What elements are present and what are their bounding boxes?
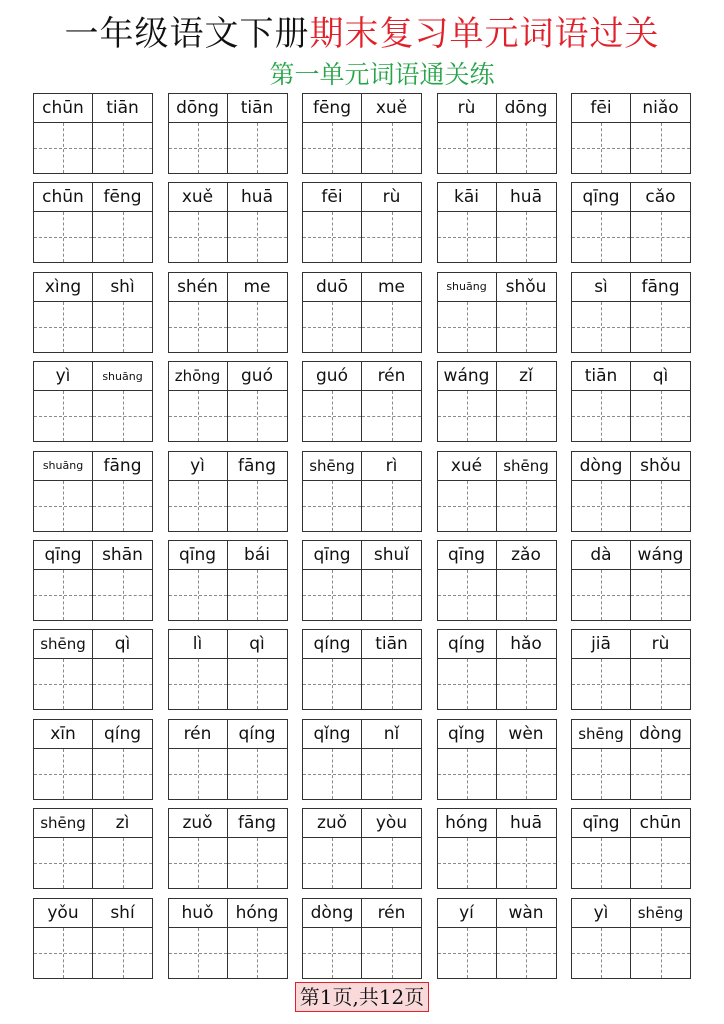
character-writing-box[interactable] — [169, 481, 228, 531]
pinyin-label: hóng — [438, 809, 497, 838]
pinyin-label: dòng — [631, 720, 690, 749]
pinyin-label: fāng — [228, 809, 287, 838]
character-writing-box[interactable] — [362, 212, 421, 262]
character-writing-box[interactable] — [362, 749, 421, 799]
character-writing-box[interactable] — [362, 838, 421, 888]
word-cell — [437, 629, 557, 710]
character-writing-box[interactable] — [631, 838, 690, 888]
word-cell — [571, 361, 691, 442]
character-writing-box[interactable] — [93, 391, 152, 441]
pinyin-label: dòng — [572, 452, 631, 481]
character-writing-box[interactable] — [631, 212, 690, 262]
pinyin-label: zuǒ — [169, 809, 228, 838]
word-cell — [302, 719, 422, 800]
pinyin-label: fāng — [93, 452, 152, 481]
character-writing-box[interactable] — [34, 391, 93, 441]
page-number-label: 第1页,共12页 — [295, 982, 430, 1012]
character-writing-box[interactable] — [34, 749, 93, 799]
pinyin-label: zǎo — [497, 541, 556, 570]
character-writing-box[interactable] — [34, 928, 93, 978]
word-cell — [437, 719, 557, 800]
pinyin-label: xīn — [34, 720, 93, 749]
character-writing-box[interactable] — [228, 749, 287, 799]
word-grid — [33, 93, 691, 979]
character-writing-box[interactable] — [362, 481, 421, 531]
character-writing-box[interactable] — [34, 838, 93, 888]
pinyin-label: huā — [497, 183, 556, 212]
character-writing-box[interactable] — [228, 302, 287, 352]
word-cell — [33, 361, 153, 442]
word-cell — [302, 93, 422, 174]
pinyin-label: me — [228, 273, 287, 302]
character-writing-box[interactable] — [169, 838, 228, 888]
character-writing-box[interactable] — [438, 749, 497, 799]
pinyin-label: tiān — [93, 94, 152, 123]
pinyin-label: rù — [438, 94, 497, 123]
pinyin-label: qīng — [438, 541, 497, 570]
word-cell — [571, 629, 691, 710]
character-writing-box[interactable] — [497, 302, 556, 352]
word-cell — [168, 540, 288, 621]
pinyin-label: huǒ — [169, 899, 228, 928]
pinyin-label: me — [362, 273, 421, 302]
pinyin-label: qíng — [303, 630, 362, 659]
character-writing-box[interactable] — [438, 302, 497, 352]
character-writing-box[interactable] — [34, 481, 93, 531]
pinyin-label: shǒu — [631, 452, 690, 481]
character-writing-box[interactable] — [303, 391, 362, 441]
pinyin-label: kāi — [438, 183, 497, 212]
character-writing-box[interactable] — [497, 570, 556, 620]
pinyin-label: yì — [169, 452, 228, 481]
pinyin-label: qīng — [572, 809, 631, 838]
word-cell — [33, 808, 153, 889]
footer — [0, 982, 724, 1012]
word-cell — [437, 898, 557, 979]
pinyin-label: shēng — [303, 452, 362, 481]
pinyin-label: duō — [303, 273, 362, 302]
pinyin-label: tiān — [572, 362, 631, 391]
word-cell — [302, 272, 422, 353]
word-cell — [302, 629, 422, 710]
word-cell — [33, 898, 153, 979]
character-writing-box[interactable] — [93, 212, 152, 262]
word-cell — [571, 898, 691, 979]
pinyin-label: xuě — [169, 183, 228, 212]
pinyin-label: zuǒ — [303, 809, 362, 838]
character-writing-box[interactable] — [572, 838, 631, 888]
word-cell — [33, 272, 153, 353]
character-writing-box[interactable] — [228, 481, 287, 531]
word-cell — [437, 361, 557, 442]
character-writing-box[interactable] — [572, 302, 631, 352]
word-cell — [33, 182, 153, 263]
character-writing-box[interactable] — [497, 123, 556, 173]
title-black-part: 一年级语文下册 — [64, 14, 310, 54]
character-writing-box[interactable] — [228, 659, 287, 709]
character-writing-box[interactable] — [497, 391, 556, 441]
pinyin-label: huā — [497, 809, 556, 838]
character-writing-box[interactable] — [169, 391, 228, 441]
pinyin-label: zì — [93, 809, 152, 838]
pinyin-label: rén — [362, 362, 421, 391]
word-cell — [302, 451, 422, 532]
word-cell — [33, 719, 153, 800]
pinyin-label: niǎo — [631, 94, 690, 123]
word-cell — [571, 451, 691, 532]
word-cell — [33, 629, 153, 710]
pinyin-label: yòu — [362, 809, 421, 838]
word-cell — [168, 182, 288, 263]
character-writing-box[interactable] — [228, 391, 287, 441]
character-writing-box[interactable] — [169, 749, 228, 799]
pinyin-label: qīng — [572, 183, 631, 212]
pinyin-label: rì — [362, 452, 421, 481]
pinyin-label: shuāng — [34, 452, 93, 481]
character-writing-box[interactable] — [572, 928, 631, 978]
pinyin-label: tiān — [362, 630, 421, 659]
pinyin-label: qì — [93, 630, 152, 659]
word-cell — [168, 808, 288, 889]
character-writing-box[interactable] — [169, 212, 228, 262]
pinyin-label: yì — [34, 362, 93, 391]
character-writing-box[interactable] — [438, 391, 497, 441]
character-writing-box[interactable] — [169, 570, 228, 620]
character-writing-box[interactable] — [631, 481, 690, 531]
word-cell — [168, 451, 288, 532]
word-cell — [571, 719, 691, 800]
character-writing-box[interactable] — [34, 212, 93, 262]
word-cell — [302, 898, 422, 979]
character-writing-box[interactable] — [303, 302, 362, 352]
character-writing-box[interactable] — [497, 481, 556, 531]
pinyin-label: hǎo — [497, 630, 556, 659]
pinyin-label: shuǐ — [362, 541, 421, 570]
word-cell — [437, 540, 557, 621]
character-writing-box[interactable] — [572, 391, 631, 441]
pinyin-label: xué — [438, 452, 497, 481]
pinyin-label: shǒu — [497, 273, 556, 302]
pinyin-label: yì — [572, 899, 631, 928]
pinyin-label: rén — [362, 899, 421, 928]
word-cell — [571, 808, 691, 889]
character-writing-box[interactable] — [631, 391, 690, 441]
word-cell — [302, 540, 422, 621]
character-writing-box[interactable] — [169, 123, 228, 173]
word-cell — [437, 272, 557, 353]
pinyin-label: rù — [631, 630, 690, 659]
character-writing-box[interactable] — [93, 928, 152, 978]
character-writing-box[interactable] — [169, 659, 228, 709]
pinyin-label: qīng — [169, 541, 228, 570]
pinyin-label: dōng — [497, 94, 556, 123]
pinyin-label: wèn — [497, 720, 556, 749]
pinyin-label: rù — [362, 183, 421, 212]
character-writing-box[interactable] — [93, 481, 152, 531]
character-writing-box[interactable] — [438, 838, 497, 888]
character-writing-box[interactable] — [303, 123, 362, 173]
character-writing-box[interactable] — [497, 212, 556, 262]
character-writing-box[interactable] — [34, 123, 93, 173]
character-writing-box[interactable] — [362, 302, 421, 352]
character-writing-box[interactable] — [34, 570, 93, 620]
character-writing-box[interactable] — [572, 481, 631, 531]
pinyin-label: fēng — [93, 183, 152, 212]
character-writing-box[interactable] — [362, 123, 421, 173]
pinyin-label: qì — [631, 362, 690, 391]
character-writing-box[interactable] — [631, 123, 690, 173]
character-writing-box[interactable] — [303, 212, 362, 262]
pinyin-label: fāng — [631, 273, 690, 302]
word-cell — [571, 272, 691, 353]
pinyin-label: yǒu — [34, 899, 93, 928]
pinyin-label: sì — [572, 273, 631, 302]
character-writing-box[interactable] — [631, 570, 690, 620]
word-cell — [168, 898, 288, 979]
word-cell — [571, 93, 691, 174]
character-writing-box[interactable] — [169, 302, 228, 352]
word-cell — [571, 540, 691, 621]
pinyin-label: nǐ — [362, 720, 421, 749]
pinyin-label: shén — [169, 273, 228, 302]
character-writing-box[interactable] — [93, 570, 152, 620]
pinyin-label: zhōng — [169, 362, 228, 391]
pinyin-label: wáng — [438, 362, 497, 391]
character-writing-box[interactable] — [93, 749, 152, 799]
character-writing-box[interactable] — [438, 570, 497, 620]
character-writing-box[interactable] — [169, 928, 228, 978]
pinyin-label: tiān — [228, 94, 287, 123]
character-writing-box[interactable] — [228, 212, 287, 262]
pinyin-label: qì — [228, 630, 287, 659]
pinyin-label: zǐ — [497, 362, 556, 391]
character-writing-box[interactable] — [303, 570, 362, 620]
character-writing-box[interactable] — [362, 570, 421, 620]
character-writing-box[interactable] — [438, 212, 497, 262]
word-cell — [33, 451, 153, 532]
pinyin-label: cǎo — [631, 183, 690, 212]
pinyin-label: fēng — [303, 94, 362, 123]
word-cell — [437, 808, 557, 889]
character-writing-box[interactable] — [303, 838, 362, 888]
pinyin-label: shēng — [34, 809, 93, 838]
word-cell — [437, 451, 557, 532]
word-cell — [168, 629, 288, 710]
pinyin-label: yí — [438, 899, 497, 928]
character-writing-box[interactable] — [438, 659, 497, 709]
pinyin-label: jiā — [572, 630, 631, 659]
pinyin-label: wàn — [497, 899, 556, 928]
page-title — [0, 12, 724, 56]
pinyin-label: guó — [228, 362, 287, 391]
title-red-part: 期末复习单元词语过关 — [309, 14, 660, 54]
word-cell — [168, 361, 288, 442]
character-writing-box[interactable] — [572, 749, 631, 799]
pinyin-label: lì — [169, 630, 228, 659]
character-writing-box[interactable] — [572, 212, 631, 262]
character-writing-box[interactable] — [631, 928, 690, 978]
word-cell — [33, 93, 153, 174]
pinyin-label: qǐng — [438, 720, 497, 749]
pinyin-label: rén — [169, 720, 228, 749]
character-writing-box[interactable] — [228, 570, 287, 620]
character-writing-box[interactable] — [497, 749, 556, 799]
word-cell — [302, 361, 422, 442]
pinyin-label: dà — [572, 541, 631, 570]
character-writing-box[interactable] — [228, 838, 287, 888]
pinyin-label: dōng — [169, 94, 228, 123]
word-cell — [168, 719, 288, 800]
pinyin-label: guó — [303, 362, 362, 391]
pinyin-label: wáng — [631, 541, 690, 570]
character-writing-box[interactable] — [93, 302, 152, 352]
pinyin-label: xuě — [362, 94, 421, 123]
character-writing-box[interactable] — [631, 302, 690, 352]
character-writing-box[interactable] — [93, 123, 152, 173]
page-subtitle: 第一单元词语通关练 — [269, 60, 495, 89]
character-writing-box[interactable] — [303, 928, 362, 978]
word-cell — [571, 182, 691, 263]
word-cell — [168, 93, 288, 174]
character-writing-box[interactable] — [497, 838, 556, 888]
pinyin-label: xìng — [34, 273, 93, 302]
character-writing-box[interactable] — [228, 928, 287, 978]
pinyin-label: chūn — [631, 809, 690, 838]
character-writing-box[interactable] — [228, 123, 287, 173]
pinyin-label: fēi — [572, 94, 631, 123]
pinyin-label: hóng — [228, 899, 287, 928]
character-writing-box[interactable] — [362, 928, 421, 978]
character-writing-box[interactable] — [438, 928, 497, 978]
character-writing-box[interactable] — [497, 659, 556, 709]
character-writing-box[interactable] — [303, 659, 362, 709]
character-writing-box[interactable] — [438, 123, 497, 173]
pinyin-label: shí — [93, 899, 152, 928]
pinyin-label: fēi — [303, 183, 362, 212]
pinyin-label: qíng — [228, 720, 287, 749]
word-cell — [437, 93, 557, 174]
pinyin-label: qíng — [93, 720, 152, 749]
pinyin-label: qīng — [303, 541, 362, 570]
character-writing-box[interactable] — [631, 659, 690, 709]
pinyin-label: shēng — [497, 452, 556, 481]
pinyin-label: fāng — [228, 452, 287, 481]
character-writing-box[interactable] — [572, 659, 631, 709]
character-writing-box[interactable] — [93, 659, 152, 709]
pinyin-label: huā — [228, 183, 287, 212]
pinyin-label: shēng — [631, 899, 690, 928]
pinyin-label: shì — [93, 273, 152, 302]
word-cell — [302, 182, 422, 263]
character-writing-box[interactable] — [362, 391, 421, 441]
pinyin-label: qīng — [34, 541, 93, 570]
character-writing-box[interactable] — [303, 481, 362, 531]
pinyin-label: dòng — [303, 899, 362, 928]
word-cell — [168, 272, 288, 353]
word-cell — [437, 182, 557, 263]
pinyin-label: shān — [93, 541, 152, 570]
pinyin-label: qǐng — [303, 720, 362, 749]
pinyin-label: shēng — [34, 630, 93, 659]
pinyin-label: shuāng — [93, 362, 152, 391]
character-writing-box[interactable] — [34, 659, 93, 709]
pinyin-label: shuāng — [438, 273, 497, 302]
character-writing-box[interactable] — [34, 302, 93, 352]
character-writing-box[interactable] — [572, 123, 631, 173]
character-writing-box[interactable] — [93, 838, 152, 888]
word-cell — [302, 808, 422, 889]
pinyin-label: chūn — [34, 94, 93, 123]
pinyin-label: chūn — [34, 183, 93, 212]
character-writing-box[interactable] — [497, 928, 556, 978]
pinyin-label: shēng — [572, 720, 631, 749]
character-writing-box[interactable] — [631, 749, 690, 799]
character-writing-box[interactable] — [303, 749, 362, 799]
character-writing-box[interactable] — [362, 659, 421, 709]
pinyin-label: bái — [228, 541, 287, 570]
character-writing-box[interactable] — [572, 570, 631, 620]
pinyin-label: qíng — [438, 630, 497, 659]
word-cell — [33, 540, 153, 621]
character-writing-box[interactable] — [438, 481, 497, 531]
